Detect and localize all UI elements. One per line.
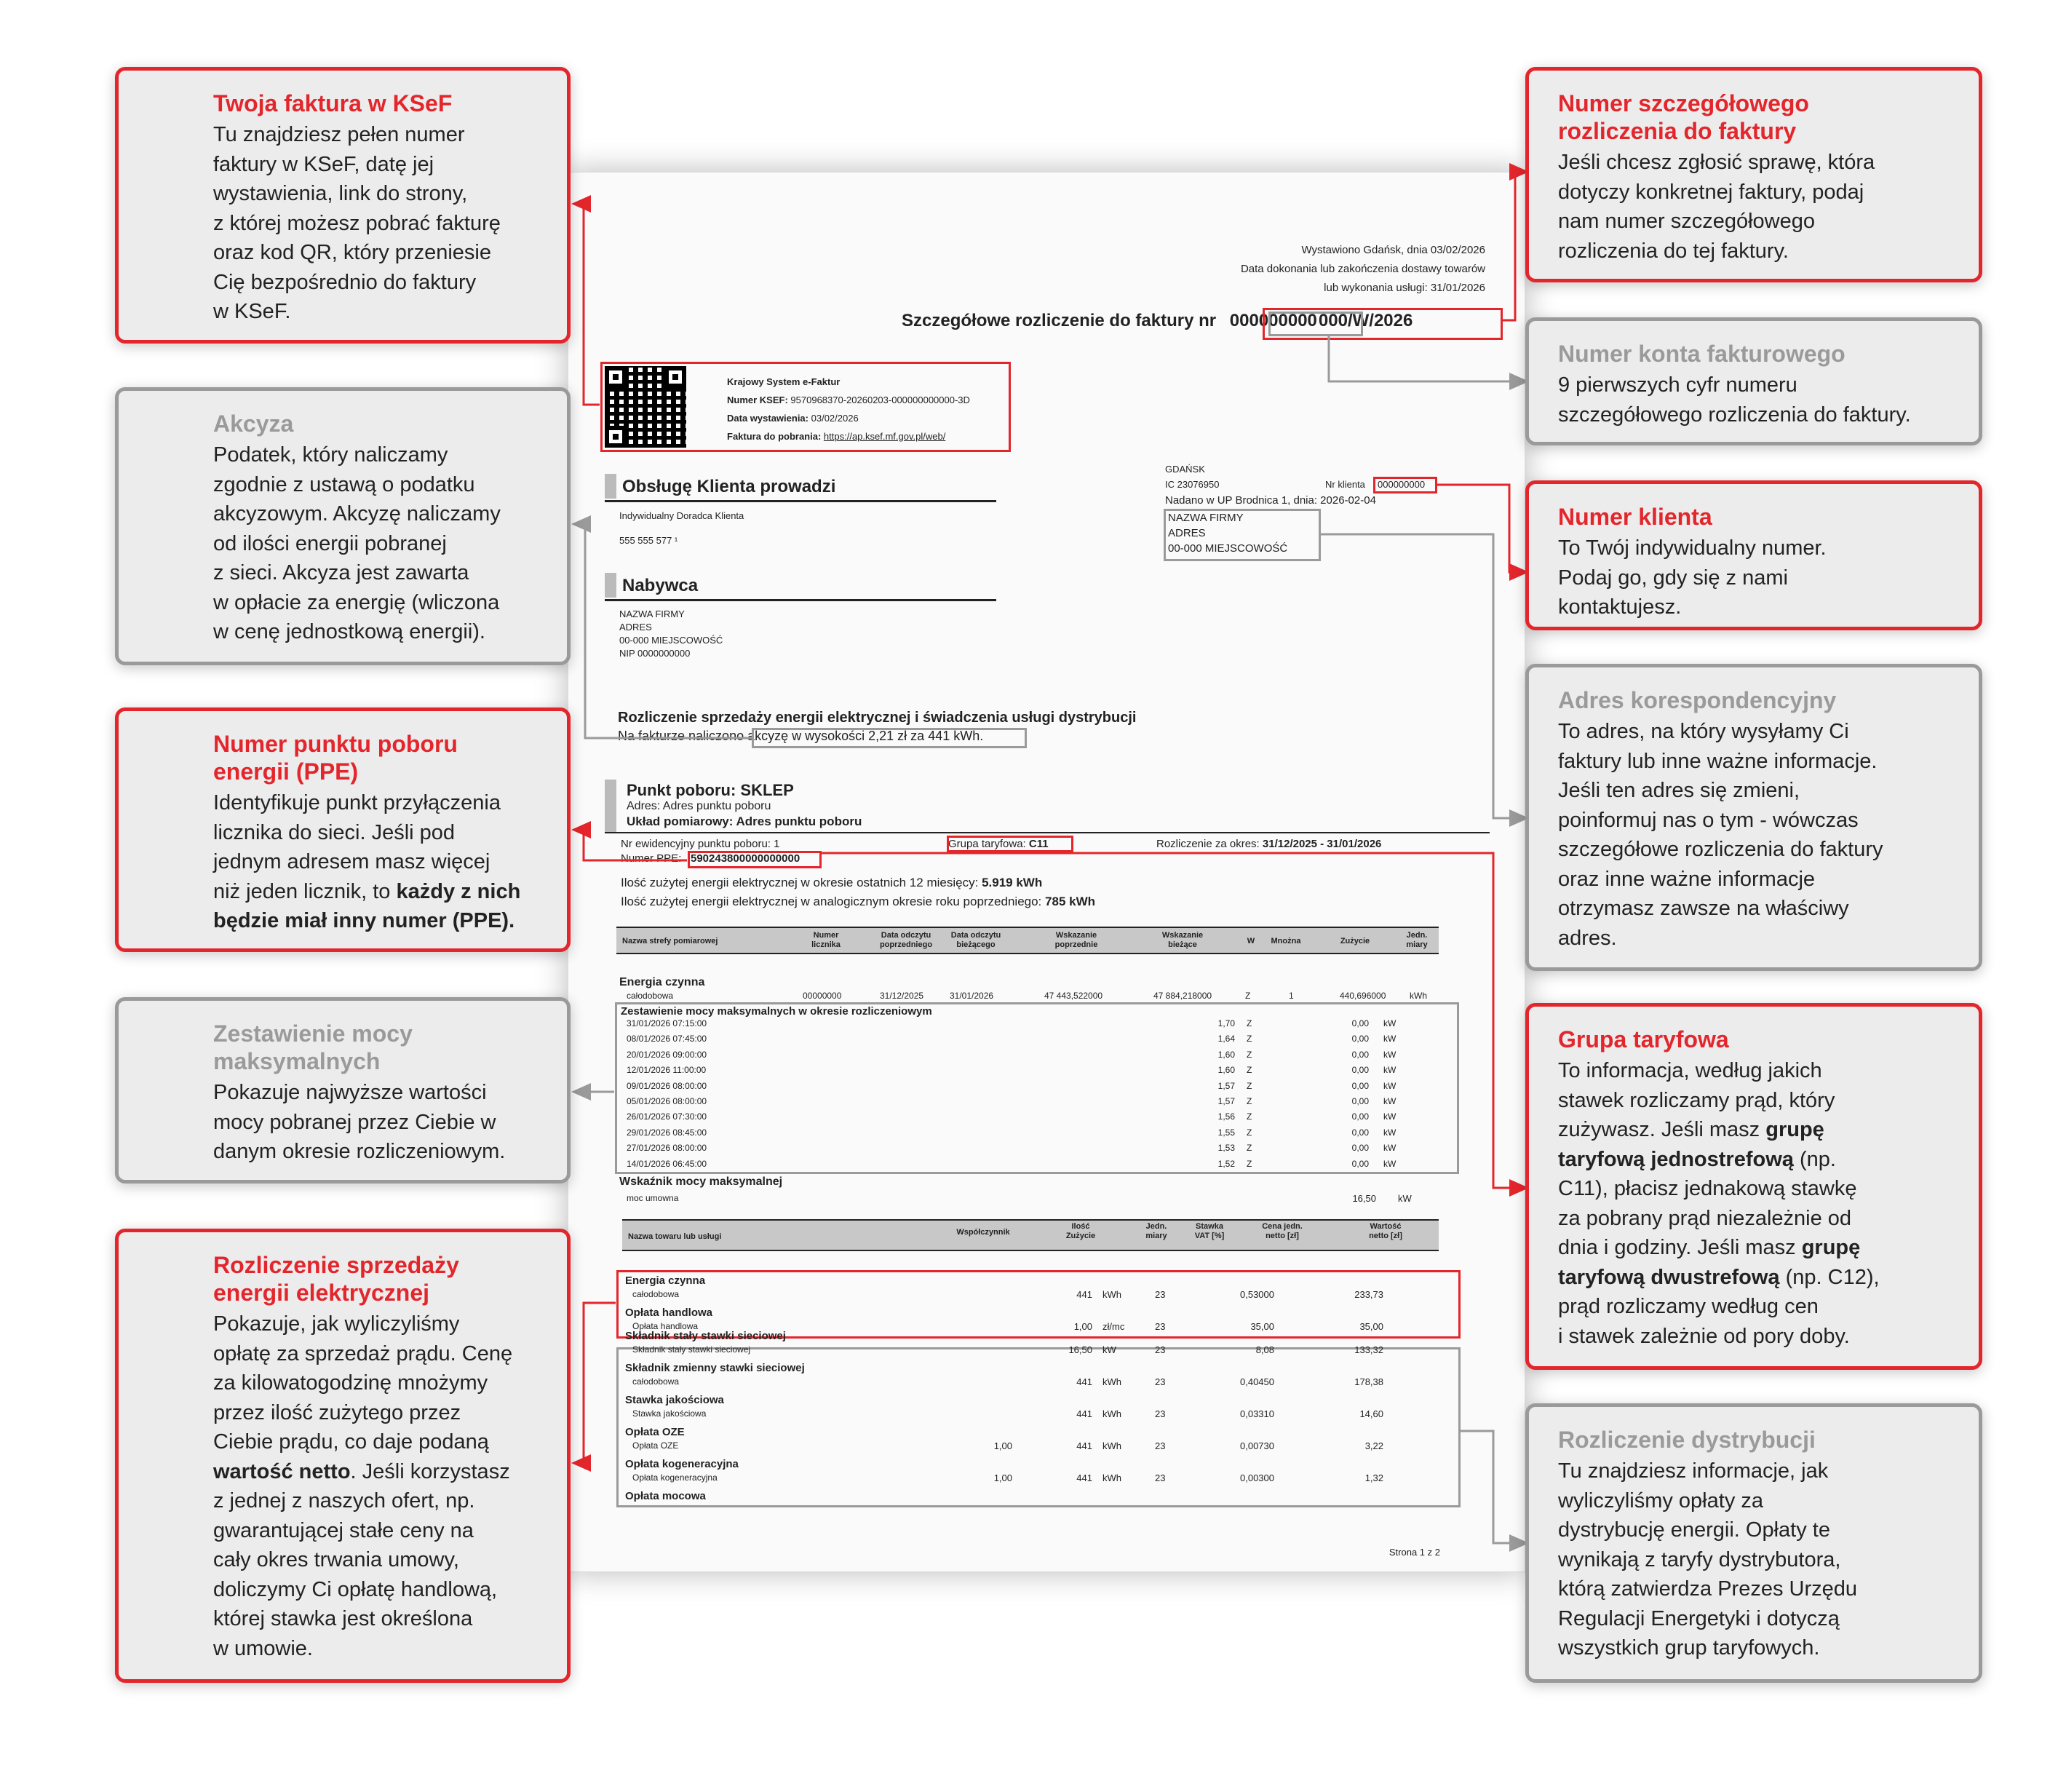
issue-date: Wystawiono Gdańsk, dnia 03/02/2026 [1301, 244, 1485, 256]
connector-dystrybucja [1460, 1431, 1527, 1543]
power-value: 1,60 [1217, 1065, 1235, 1076]
power-value: 1,57 [1217, 1096, 1235, 1106]
power-zone: Z [1247, 1127, 1252, 1138]
callout-klient [1525, 480, 1982, 630]
power-excess: 0,00 [1351, 1127, 1369, 1138]
power-date: 08/01/2026 07:45:00 [627, 1034, 707, 1044]
goods-qty: 441 [1076, 1376, 1092, 1387]
title-suffix: 000/W/2026 [1318, 311, 1413, 330]
capacity-fee-group: Opłata mocowa [625, 1490, 706, 1502]
evidence-number: Nr ewidencyjny punktu poboru: 1 [621, 838, 780, 850]
callout-text: Identyfikuje punkt przyłączenia licznika do sieci. Jeśli pod jednym adresem masz więcej niż jeden licznik, to każdy z nich będzie miał inny numer (PPE). [213, 791, 521, 932]
col-header: W [1247, 937, 1255, 945]
callout-moc [115, 997, 571, 1184]
contract-power-label: moc umowna [627, 1193, 679, 1203]
power-value: 1,70 [1217, 1018, 1235, 1028]
goods-price: 0,00300 [1240, 1472, 1274, 1483]
goods-unit: kWh [1102, 1408, 1121, 1419]
goods-coef: 1,00 [993, 1472, 1012, 1483]
goods-value: 35,00 [1359, 1321, 1383, 1332]
callout-title: Rozliczenie dystrybucji [1558, 1427, 1816, 1453]
col-header: Data odczytu poprzedniego [879, 931, 933, 949]
goods-value: 1,32 [1364, 1472, 1383, 1483]
goods-name: całodobowa [632, 1289, 680, 1299]
col-header: Wskazanie bieżące [1161, 931, 1204, 949]
ksef-link[interactable]: https://ap.ksef.mf.gov.pl/web/ [823, 431, 946, 442]
power-excess: 0,00 [1351, 1049, 1369, 1060]
meter-cell: Z [1245, 991, 1251, 1001]
buyer-line: ADRES [619, 622, 652, 633]
connector-taryfa [821, 853, 1527, 1188]
callout-sprzedaz [115, 1229, 571, 1683]
power-excess: 0,00 [1351, 1080, 1369, 1091]
power-unit: kW [1383, 1111, 1396, 1122]
power-date: 05/01/2026 08:00:00 [627, 1096, 707, 1106]
connector-adres [1320, 534, 1527, 818]
goods-value: 233,73 [1354, 1289, 1383, 1300]
callout-text: To adres, na który wysyłamy Ci faktury lub inne ważne informacje. Jeśli ten adres się zmieni, poinformuj nas o tym - wówczas szczegółowe rozliczenia do faktury oraz inne ważne informacje otrzymasz zawsze na właściwy adres. [1558, 720, 1883, 950]
goods-vat: 23 [1155, 1408, 1166, 1419]
callout-text: To Twój indywidualny numer. Podaj go, gdy się z nami kontaktujesz. [1558, 536, 1827, 619]
callout-akcyza [115, 387, 571, 665]
callout-title: Rozliczenie sprzedaży energii elektrycznej [213, 1252, 459, 1306]
client-number: 000000000 [1378, 479, 1426, 490]
callout-title: Numer punktu poboru energii (PPE) [213, 731, 458, 785]
goods-vat: 23 [1155, 1376, 1166, 1387]
connector-ppe [573, 830, 687, 860]
buyer-line: NAZWA FIRMY [619, 608, 685, 619]
buyer-line: NIP 0000000000 [619, 648, 691, 659]
meter-system: Układ pomiarowy: Adres punktu poboru [627, 814, 862, 828]
power-unit: kW [1383, 1143, 1396, 1154]
meter-group: Energia czynna [619, 976, 705, 988]
address-line: NAZWA FIRMY [1168, 512, 1244, 524]
advisor-phone: 555 555 577 ¹ [619, 535, 678, 546]
callout-ksef [115, 67, 571, 344]
power-unit: kW [1383, 1080, 1396, 1091]
power-date: 20/01/2026 09:00:00 [627, 1049, 707, 1060]
col-header: Wartość netto [zł] [1369, 1222, 1402, 1240]
goods-name: Składnik stały stawki sieciowej [632, 1344, 751, 1355]
col-header: Nazwa strefy pomiarowej [622, 937, 718, 945]
col-header: Stawka VAT [%] [1194, 1222, 1225, 1240]
ksef-heading: Krajowy System e-Faktur [727, 376, 841, 387]
power-value: 1,55 [1217, 1127, 1235, 1138]
power-value: 1,53 [1217, 1143, 1235, 1154]
power-zone: Z [1247, 1049, 1252, 1060]
connector-ksef [573, 204, 600, 405]
goods-group: Opłata OZE [625, 1426, 685, 1438]
power-excess: 0,00 [1351, 1065, 1369, 1076]
power-date: 14/01/2026 06:45:00 [627, 1158, 707, 1169]
excise-prefix: Na fakturze naliczono [618, 729, 744, 743]
ksef-date-label: Data wystawienia: [727, 413, 808, 424]
col-header: Cena jedn. netto [zł] [1262, 1222, 1303, 1240]
client-number-label: Nr klienta [1325, 479, 1365, 490]
power-zone: Z [1247, 1080, 1252, 1091]
power-unit: kW [1383, 1127, 1396, 1138]
callout-text: Tu znajdziesz pełen numer faktury w KSeF, datę jej wystawienia, link do strony, z której możesz pobrać fakturę oraz kod QR, który przeniesie Cię bezpośrednio do faktury w KSeF. [213, 123, 501, 323]
contract-power-value: 16,50 [1352, 1193, 1376, 1204]
meter-cell: 00000000 [803, 991, 842, 1001]
buyer-line: 00-000 MIEJSCOWOŚĆ [619, 635, 723, 646]
power-unit: kW [1383, 1065, 1396, 1076]
col-header: Jedn. miary [1145, 1222, 1167, 1240]
power-value: 1,64 [1217, 1034, 1235, 1044]
connector-konto [1329, 336, 1527, 381]
callout-text: Jeśli chcesz zgłosić sprawę, która dotyczy konkretnej faktury, podaj nam numer szczegółowego rozliczenia do tej faktury. [1558, 151, 1875, 263]
callout-title: Twoja faktura w KSeF [213, 90, 453, 116]
power-zone: Z [1247, 1065, 1252, 1076]
account-number: 000000000 [1229, 311, 1317, 330]
power-zone: Z [1247, 1034, 1252, 1044]
col-header: Numer licznika [811, 931, 841, 949]
power-unit: kW [1383, 1049, 1396, 1060]
power-excess: 0,00 [1351, 1158, 1369, 1169]
goods-qty: 1,00 [1073, 1321, 1092, 1332]
settlement-heading: Rozliczenie sprzedaży energii elektrycznej i świadczenia usługi dystrybucji [618, 710, 1137, 726]
meter-cell: całodobowa [627, 991, 674, 1001]
ksef-number-label: Numer KSEF: [727, 395, 788, 405]
callout-text: Tu znajdziesz informacje, jak wyliczyliśmy opłaty za dystrybucję energii. Opłaty te wynikają z taryfy dystrybutora, którą zatwierdza Prezes Urzędu Regulacji Energetyki i dotyczą wszystkich grup taryfowych. [1558, 1459, 1857, 1660]
power-unit: kW [1383, 1158, 1396, 1169]
callout-title: Grupa taryfowa [1558, 1026, 1729, 1052]
goods-unit: kWh [1102, 1376, 1121, 1387]
sender-ic: IC 23076950 [1165, 479, 1220, 490]
goods-vat: 23 [1155, 1472, 1166, 1483]
col-header: Ilość Zużycie [1065, 1222, 1096, 1240]
delivery-line-1: Data dokonania lub zakończenia dostawy towarów [1240, 263, 1485, 275]
power-zone: Z [1247, 1018, 1252, 1028]
buyer-heading: Nabywca [622, 576, 699, 595]
power-unit: kW [1383, 1096, 1396, 1106]
callout-taryfa [1525, 1003, 1982, 1370]
col-header: Nazwa towaru lub usługi [628, 1232, 722, 1241]
goods-qty: 441 [1076, 1440, 1092, 1451]
goods-value: 3,22 [1364, 1440, 1383, 1451]
power-date: 09/01/2026 08:00:00 [627, 1080, 707, 1091]
callout-text: 9 pierwszych cyfr numeru szczegółowego rozliczenia do faktury. [1558, 373, 1911, 427]
title-prefix: Szczegółowe rozliczenie do faktury nr [902, 311, 1217, 330]
goods-group: Składnik zmienny stawki sieciowej [625, 1362, 805, 1374]
connector-szczegolowe [1502, 172, 1527, 320]
goods-qty: 16,50 [1068, 1344, 1092, 1355]
power-date: 29/01/2026 08:45:00 [627, 1127, 707, 1138]
ksef-link-label: Faktura do pobrania: [727, 431, 822, 442]
power-excess: 0,00 [1351, 1143, 1369, 1154]
callout-ppe [115, 707, 571, 952]
goods-group: Opłata handlowa [625, 1307, 713, 1319]
goods-name: całodobowa [632, 1376, 680, 1387]
power-zone: Z [1247, 1143, 1252, 1154]
goods-group: Energia czynna [625, 1274, 706, 1287]
power-heading: Zestawienie mocy maksymalnych w okresie rozliczeniowym [621, 1005, 932, 1018]
address-line: 00-000 MIEJSCOWOŚĆ [1168, 542, 1288, 555]
goods-value: 133,32 [1354, 1344, 1383, 1355]
ksef-number: 9570968370-20260203-000000000000-3D [790, 395, 970, 405]
period-label: Rozliczenie za okres: [1156, 838, 1260, 850]
goods-vat: 23 [1155, 1344, 1166, 1355]
excise-text: akcyzę w wysokości 2,21 zł za 441 kWh. [747, 729, 984, 743]
goods-price: 0,40450 [1240, 1376, 1274, 1387]
meter-cell: 47 884,218000 [1153, 991, 1212, 1001]
col-header: Data odczytu bieżącego [950, 931, 1001, 949]
callout-text: To informacja, według jakich stawek rozliczamy prąd, który zużywasz. Jeśli masz grupę taryfową jednostrefową (np. C11), płacisz jednakową stawkę za pobrany prąd niezależnie od dnia i godziny. Jeśli masz grupę taryfową dwustrefową (np. C12), prąd rozliczamy według cen i stawek zależnie od pory doby. [1558, 1059, 1880, 1348]
usage-12-value: 5.919 kWh [982, 876, 1043, 889]
goods-name: Stawka jakościowa [632, 1408, 707, 1419]
callout-text: Pokazuje najwyższe wartości mocy pobranej przez Ciebie w danym okresie rozliczeniowym. [213, 1081, 506, 1163]
usage-prev-value: 785 kWh [1045, 895, 1096, 908]
callout-title: Akcyza [213, 411, 294, 437]
goods-vat: 23 [1155, 1321, 1166, 1332]
callout-konto [1525, 317, 1982, 445]
col-header: Zużycie [1340, 937, 1370, 945]
connector-akcyza [573, 524, 752, 738]
power-value: 1,57 [1217, 1080, 1235, 1091]
goods-price: 0,03310 [1240, 1408, 1274, 1419]
goods-value: 14,60 [1359, 1408, 1383, 1419]
callout-title: Zestawienie mocy maksymalnych [213, 1020, 413, 1074]
callout-text: Pokazuje, jak wyliczyliśmy opłatę za sprzedaż prądu. Cenę za kilowatogodzinę mnożymy przez ilość zużytego przez Ciebie prądu, co daje podaną wartość netto. Jeśli korzystasz z jednej z naszych ofert, np. gwarantującej stałe ceny na cały okres trwania umowy, doliczymy Ci opłatę handlową, której stawka jest określona w umowie. [213, 1312, 513, 1660]
col-header: Jedn. miary [1406, 931, 1428, 949]
goods-unit: zł/mc [1102, 1321, 1125, 1332]
goods-coef: 1,00 [993, 1440, 1012, 1451]
goods-name: Opłata OZE [632, 1440, 679, 1451]
tariff-label: Grupa taryfowa: [948, 838, 1026, 850]
meter-cell: 47 443,522000 [1044, 991, 1103, 1001]
callout-text: Podatek, który naliczamy zgodnie z ustawą o podatku akcyzowym. Akcyzę naliczamy od ilości energii pobranej z sieci. Akcyza jest zawarta w opłacie za energię (wliczona w cenę jednostkową energii). [213, 443, 501, 643]
ppe-label: Numer PPE: [621, 852, 682, 865]
goods-price: 8,08 [1255, 1344, 1274, 1355]
goods-vat: 23 [1155, 1440, 1166, 1451]
callout-title: Numer klienta [1558, 504, 1712, 530]
power-zone: Z [1247, 1096, 1252, 1106]
advisor: Indywidualny Doradca Klienta [619, 510, 744, 521]
power-value: 1,56 [1217, 1111, 1235, 1122]
callout-title: Numer konta fakturowego [1558, 341, 1846, 367]
goods-price: 0,00730 [1240, 1440, 1274, 1451]
usage-12-label: Ilość zużytej energii elektrycznej w okresie ostatnich 12 miesięcy: [621, 876, 979, 889]
meter-cell: 440,696000 [1340, 991, 1386, 1001]
goods-price: 0,53000 [1240, 1289, 1274, 1300]
power-zone: Z [1247, 1158, 1252, 1169]
power-excess: 0,00 [1351, 1111, 1369, 1122]
address-line: ADRES [1168, 527, 1206, 539]
goods-vat: 23 [1155, 1289, 1166, 1300]
period-value: 31/12/2025 - 31/01/2026 [1262, 838, 1382, 850]
goods-group: Składnik stały stawki sieciowej [625, 1330, 786, 1342]
goods-unit: kWh [1102, 1472, 1121, 1483]
power-date: 27/01/2026 08:00:00 [627, 1143, 707, 1154]
meter-cell: 1 [1289, 991, 1294, 1001]
power-excess: 0,00 [1351, 1034, 1369, 1044]
ksef-date: 03/02/2026 [811, 413, 859, 424]
goods-unit: kW [1102, 1344, 1116, 1355]
ppe-number: 590243800000000000 [691, 852, 800, 865]
goods-unit: kWh [1102, 1289, 1121, 1300]
power-date: 26/01/2026 07:30:00 [627, 1111, 707, 1122]
goods-group: Opłata kogeneracyjna [625, 1458, 739, 1470]
power-zone: Z [1247, 1111, 1252, 1122]
contract-power-unit: kW [1398, 1193, 1412, 1204]
goods-unit: kWh [1102, 1440, 1121, 1451]
goods-name: Opłata kogeneracyjna [632, 1472, 718, 1483]
callout-title: Adres korespondencyjny [1558, 687, 1837, 713]
col-header: Współczynnik [956, 1228, 1010, 1237]
usage-prev-label: Ilość zużytej energii elektrycznej w analogicznym okresie roku poprzedniego: [621, 895, 1042, 908]
meter-cell: 31/12/2025 [880, 991, 924, 1001]
delivery-line-2: lub wykonania usługi: 31/01/2026 [1324, 282, 1485, 294]
power-date: 31/01/2026 07:15:00 [627, 1018, 707, 1028]
connector-klient [1437, 485, 1527, 572]
power-index-heading: Wskaźnik mocy maksymalnej [619, 1175, 783, 1188]
power-unit: kW [1383, 1018, 1396, 1028]
page-number: Strona 1 z 2 [1388, 1547, 1440, 1558]
point-address: Adres: Adres punktu poboru [627, 800, 771, 812]
power-value: 1,60 [1217, 1049, 1235, 1060]
callout-title: Numer szczegółowego rozliczenia do faktury [1558, 90, 1809, 144]
power-excess: 0,00 [1351, 1096, 1369, 1106]
col-header: Wskazanie poprzednie [1054, 931, 1098, 949]
tariff-value: C11 [1028, 838, 1049, 850]
sender-city: GDAŃSK [1165, 464, 1205, 475]
goods-name: Opłata handlowa [632, 1321, 699, 1331]
power-value: 1,52 [1217, 1158, 1235, 1169]
meter-cell: kWh [1410, 991, 1427, 1001]
point-heading: Punkt poboru: SKLEP [627, 781, 794, 799]
connector-sprzedaz [573, 1303, 616, 1463]
posted-info: Nadano w UP Brodnica 1, dnia: 2026-02-04 [1165, 494, 1376, 507]
service-heading: Obsługę Klienta prowadzi [622, 477, 836, 496]
power-date: 12/01/2026 11:00:00 [627, 1065, 707, 1076]
meter-cell: 31/01/2026 [950, 991, 994, 1001]
callout-adres [1525, 664, 1982, 971]
power-unit: kW [1383, 1034, 1396, 1044]
callout-szczegolowe [1525, 67, 1982, 282]
goods-group: Stawka jakościowa [625, 1394, 724, 1406]
power-excess: 0,00 [1351, 1018, 1369, 1028]
goods-qty: 441 [1076, 1289, 1092, 1300]
callout-dystrybucja [1525, 1403, 1982, 1683]
goods-qty: 441 [1076, 1472, 1092, 1483]
goods-value: 178,38 [1354, 1376, 1383, 1387]
goods-price: 35,00 [1250, 1321, 1274, 1332]
col-header: Mnożna [1271, 937, 1301, 945]
goods-qty: 441 [1076, 1408, 1092, 1419]
